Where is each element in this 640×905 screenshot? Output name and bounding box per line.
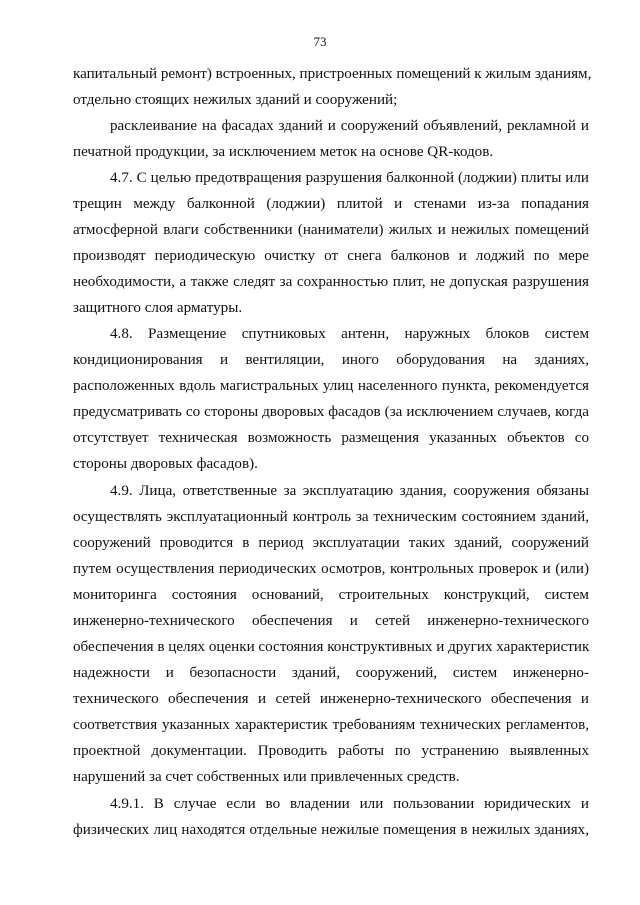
text-line: печатной продукции, за исключением меток на основе QR-кодов. [73,144,494,160]
text-line: необходимости, а также следят за сохранностью плит, не допуская разрушения [73,274,589,290]
text-line: 4.7. С целью предотвращения разрушения балконной (лоджии) плиты или [110,170,589,186]
text-line: трещин между балконной (лоджии) плитой и стенами из-за попадания [73,196,589,212]
page-number: 73 [313,34,327,49]
text-line: расклеивание на фасадах зданий и сооружений объявлений, рекламной и [110,118,589,134]
text-line: соответствия указанных характеристик требованиям технических регламентов, [73,717,589,733]
text-line: защитного слоя арматуры. [73,300,243,316]
text-line: кондиционирования и вентиляции, иного оборудования на зданиях, [73,352,589,368]
text-line: инженерно-технического обеспечения и сетей инженерно-технического [73,613,589,629]
text-line: расположенных вдоль магистральных улиц населенного пункта, рекомендуется [73,378,589,394]
text-line: 4.9. Лица, ответственные за эксплуатацию здания, сооружения обязаны [110,483,589,499]
text-line: предусматривать со стороны дворовых фасадов (за исключением случаев, когда [73,404,589,420]
text-line: капитальный ремонт) встроенных, пристроенных помещений к жилым зданиям, [73,66,592,82]
text-line: осуществлять эксплуатационный контроль за техническим состоянием зданий, [73,509,589,525]
text-line: обеспечения в целях оценки состояния конструктивных и других характеристик [73,639,590,655]
text-line: надежности и безопасности зданий, сооружений, систем инженерно- [73,665,589,681]
text-line: мониторинга состояния оснований, строительных конструкций, систем [73,587,589,603]
text-line: производят периодическую очистку от снега балконов и лоджий по мере [73,248,589,264]
text-line: проектной документации. Проводить работы по устранению выявленных [73,743,589,759]
text-line: стороны дворовых фасадов). [73,456,258,472]
text-line: отсутствует техническая возможность размещения указанных объектов со [73,430,589,446]
text-line: нарушений за счет собственных или привлеченных средств. [73,769,460,785]
text-line: путем осуществления периодических осмотров, контрольных проверок и (или) [73,561,589,577]
text-line: физических лиц находятся отдельные нежилые помещения в нежилых зданиях, [73,822,589,838]
text-line: сооружений проводится в период эксплуатации таких зданий, сооружений [73,535,589,551]
text-line: отдельно стоящих нежилых зданий и сооружений; [73,92,398,108]
text-line: технического обеспечения и сетей инженерно-технического обеспечения и [73,691,589,707]
text-line: атмосферной влаги собственники (наниматели) жилых и нежилых помещений [73,222,589,238]
text-line: 4.9.1. В случае если во владении или пользовании юридических и [110,796,589,812]
text-line: 4.8. Размещение спутниковых антенн, наружных блоков систем [110,326,589,342]
